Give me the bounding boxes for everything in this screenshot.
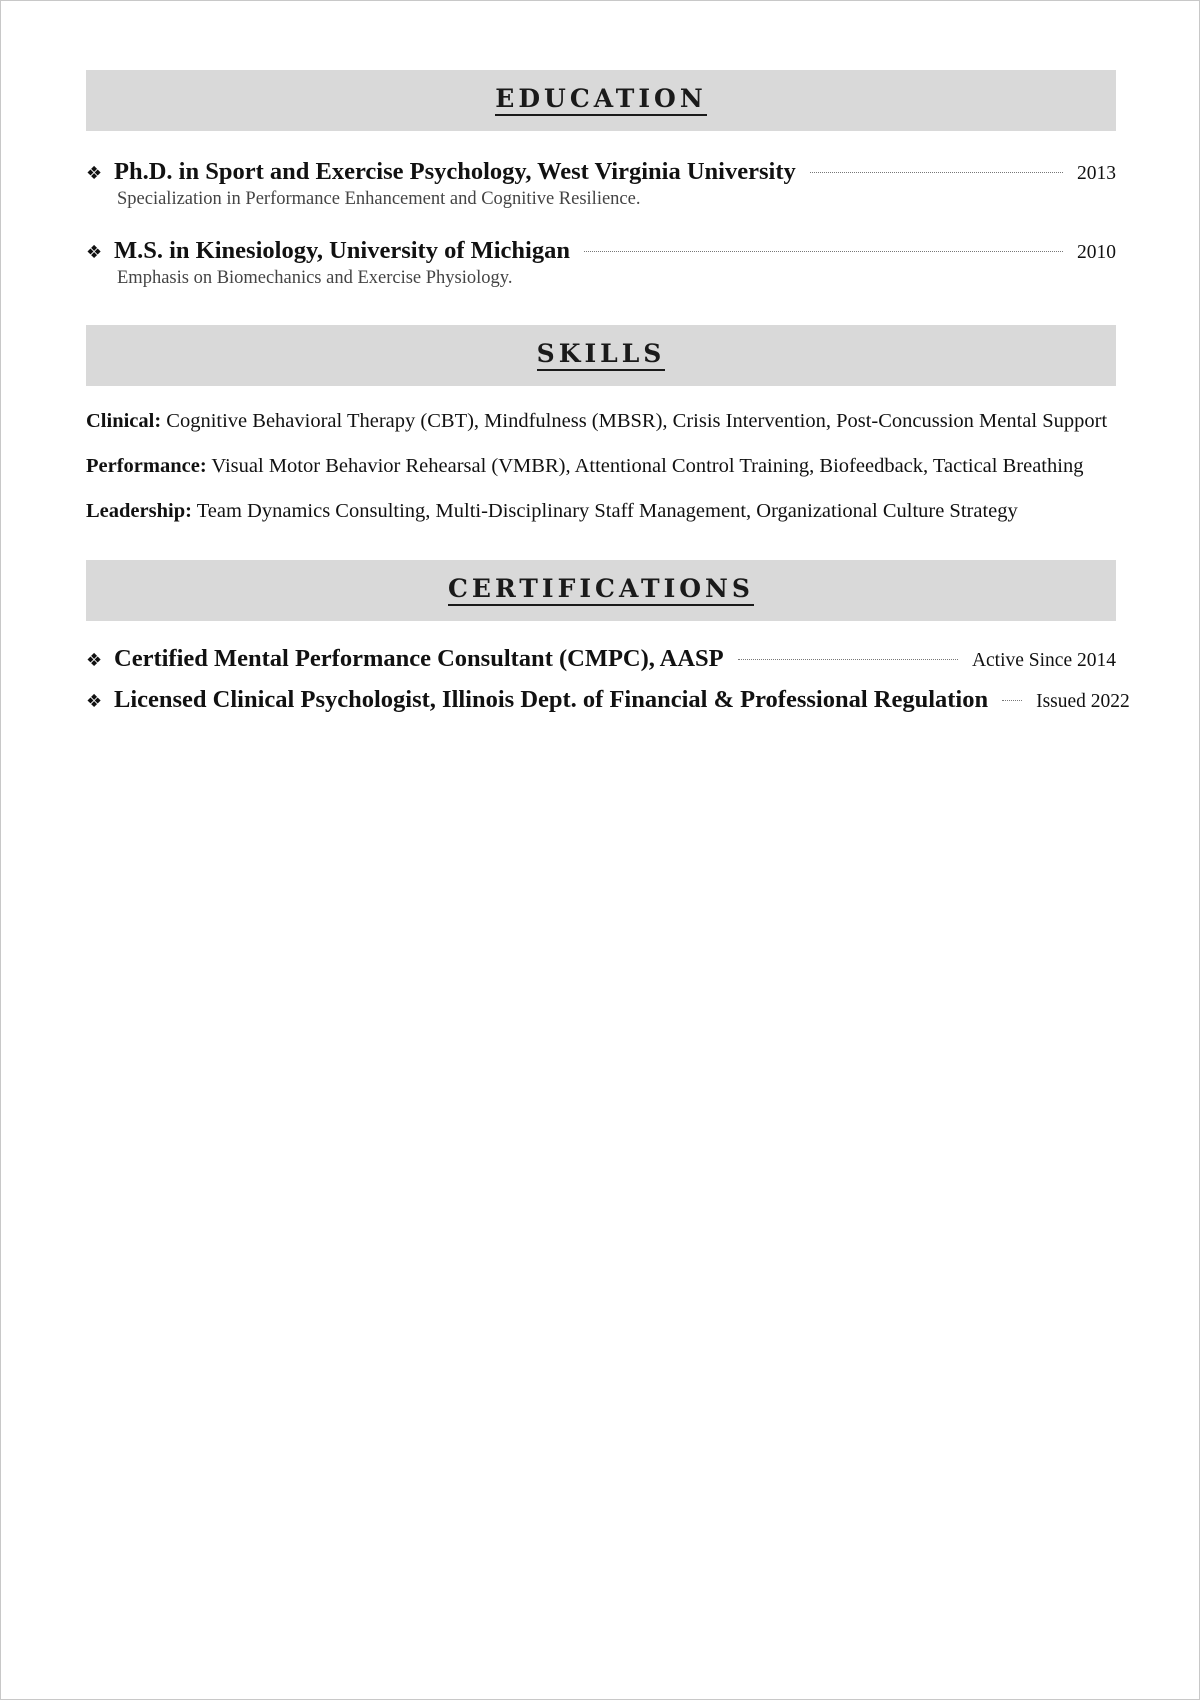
education-entry-title: M.S. in Kinesiology, University of Michigan [114,237,570,264]
certification-entry-cmpc [86,645,1116,673]
four-diamond-bullet-icon: ❖ [86,650,103,671]
certification-entry-title: Certified Mental Performance Consultant (CMPC), AASP [114,645,724,672]
dotted-leader [738,659,958,660]
education-entry-title: Ph.D. in Sport and Exercise Psychology, West Virginia University [114,158,796,185]
four-diamond-bullet-icon: ❖ [86,242,103,263]
certifications-heading: CERTIFICATIONS [448,575,754,607]
four-diamond-bullet-icon: ❖ [86,163,103,184]
dotted-leader [810,172,1063,173]
skill-text: Cognitive Behavioral Therapy (CBT), Mindfulness (MBSR), Crisis Intervention, Post-Concussion Mental Support [161,410,1108,432]
education-entry-date: 2013 [1077,163,1116,184]
dotted-leader [1002,700,1022,701]
education-entry-description: Specialization in Performance Enhancement and Cognitive Resilience. [117,189,641,209]
certification-entry-date: Issued 2022 [1036,691,1130,712]
skill-line-clinical [86,410,1116,433]
education-entry-description: Emphasis on Biomechanics and Exercise Physiology. [117,268,513,288]
certification-entry-date: Active Since 2014 [971,650,1116,671]
skill-text: Visual Motor Behavior Rehearsal (VMBR), Attentional Control Training, Biofeedback, Tactical Breathing [206,455,1084,477]
education-entry-phd [86,158,1116,210]
skill-label: Performance: [86,455,207,477]
education-entry-ms [86,237,1116,289]
skill-line-performance [86,455,1116,478]
education-section-header [86,70,1116,131]
certification-entry-title: Licensed Clinical Psychologist, Illinois Dept. of Financial & Professional Regulation [114,686,989,713]
four-diamond-bullet-icon: ❖ [86,691,103,712]
skill-label: Clinical: [86,410,162,432]
certifications-section-header [86,560,1116,621]
skill-label: Leadership: [86,500,192,522]
skill-text: Team Dynamics Consulting, Multi-Disciplinary Staff Management, Organizational Culture Strategy [191,500,1018,522]
dotted-leader [584,251,1063,252]
education-heading: EDUCATION [495,85,706,117]
skills-heading: SKILLS [537,340,666,372]
education-entry-date: 2010 [1077,242,1116,263]
skills-section-header [86,325,1116,386]
certification-entry-license [86,686,1130,714]
resume-content [86,70,1130,714]
skill-line-leadership [86,500,1116,523]
